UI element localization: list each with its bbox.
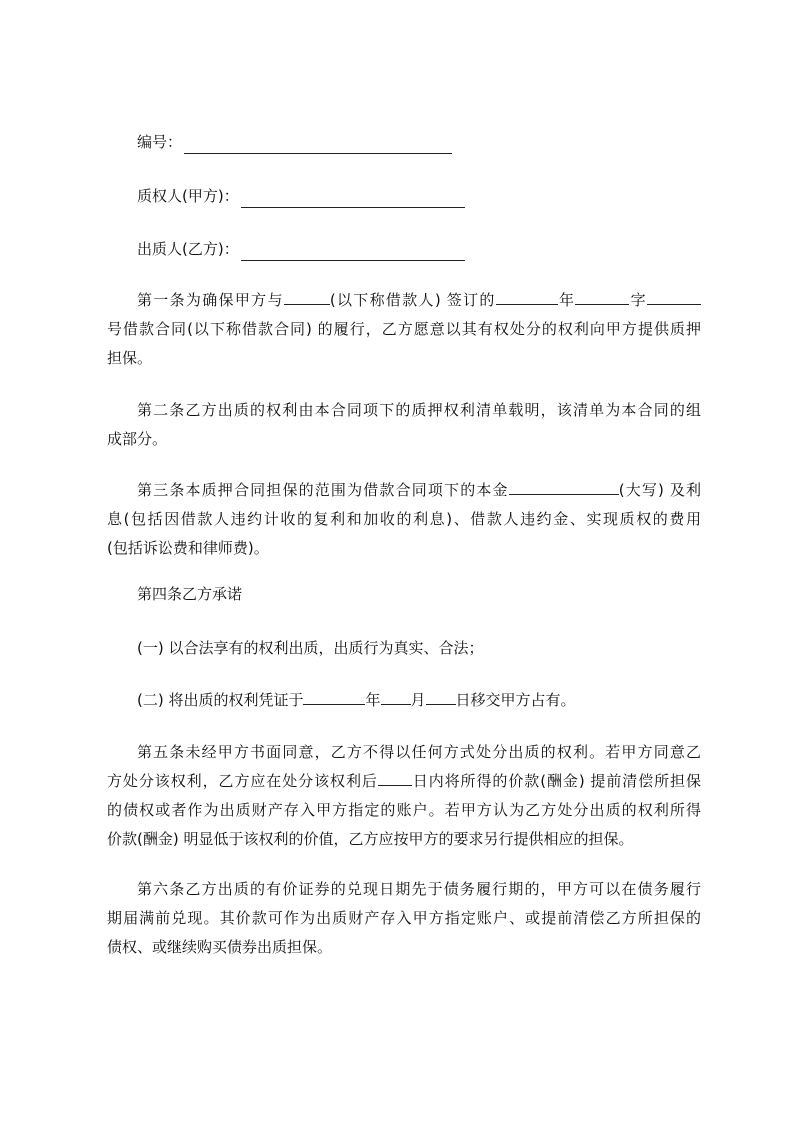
article-2-cont [107, 425, 701, 454]
article-4-item-2: (二) 将出质的权利凭证于 年 月 日移交甲方占有。 [137, 688, 576, 712]
borrower-blank[interactable] [284, 288, 330, 305]
article-5-line-1: 第五条未经甲方书面同意，乙方不得以任何方式处分出质的权利。若甲方同意乙 [137, 743, 701, 761]
article-1-cont [107, 315, 701, 373]
article-4-item-1: (一) 以合法享有的权利出质，出质行为真实、合法； [137, 639, 484, 657]
pledgee-blank[interactable] [241, 189, 465, 208]
pledgor-label: 出质人(乙方)： [137, 240, 239, 258]
principal-blank[interactable] [509, 478, 619, 495]
pledgor-field [137, 237, 465, 261]
year-blank[interactable] [496, 288, 558, 305]
article-5-line-2: 方处分该权利，乙方应在处分该权利后 日内将所得的价款(酬金) 提前清偿所担保 [107, 767, 701, 796]
article-1 [137, 286, 701, 315]
disposal-days-blank[interactable] [378, 769, 412, 786]
article-3-line-3: (包括诉讼费和律师费)。 [107, 539, 269, 557]
article-6-cont [107, 904, 701, 962]
article-2-line-1: 第二条乙方出质的权利由本合同项下的质押权利清单载明，该清单为本合同的组 [137, 401, 701, 419]
article-5 [137, 738, 701, 767]
article-1-line-1: 第一条为确保甲方与 (以下称借款人) 签订的 年 字 [137, 286, 701, 315]
pledgor-blank[interactable] [241, 242, 465, 261]
handover-year-blank[interactable] [303, 688, 365, 705]
handover-day-blank[interactable] [426, 688, 456, 705]
article-3 [137, 476, 701, 505]
char-blank[interactable] [575, 288, 629, 305]
article-1-line-3: 担保。 [107, 349, 153, 367]
handover-month-blank[interactable] [381, 688, 411, 705]
contract-number-field [137, 130, 452, 154]
article-5-line-4: 价款(酬金) 明显低于该权利的价值，乙方应按甲方的要求另行提供相应的担保。 [107, 830, 634, 848]
article-2 [137, 396, 701, 425]
article-6-line-2: 期届满前兑现。其价款可作为出质财产存入甲方指定账户、或提前清偿乙方所担保的 [107, 909, 701, 927]
number-blank[interactable] [647, 288, 701, 305]
article-2-line-2: 成部分。 [107, 430, 168, 448]
article-4-title: 第四条乙方承诺 [137, 585, 243, 603]
article-6-line-1: 第六条乙方出质的有价证券的兑现日期先于债务履行期的，甲方可以在债务履行 [137, 880, 701, 898]
pledgee-field [137, 184, 465, 208]
article-3-line-1: 第三条本质押合同担保的范围为借款合同项下的本金 (大写) 及利 [137, 476, 701, 505]
article-5-line-3: 的债权或者作为出质财产存入甲方指定的账户。若甲方认为乙方处分出质的权利所得 [107, 801, 701, 819]
article-3-cont [107, 505, 701, 563]
article-6 [137, 875, 701, 904]
contract-number-blank[interactable] [184, 135, 452, 154]
article-3-line-2: 息(包括因借款人违约计收的复利和加收的利息)、借款人违约金、实现质权的费用 [107, 510, 701, 528]
article-1-line-2: 号借款合同(以下称借款合同) 的履行，乙方愿意以其有权处分的权利向甲方提供质押 [107, 320, 701, 338]
pledgee-label: 质权人(甲方)： [137, 187, 239, 205]
article-6-line-3: 债权、或继续购买债券出质担保。 [107, 938, 333, 956]
contract-number-label: 编号： [137, 133, 183, 151]
article-5-cont [107, 767, 701, 854]
